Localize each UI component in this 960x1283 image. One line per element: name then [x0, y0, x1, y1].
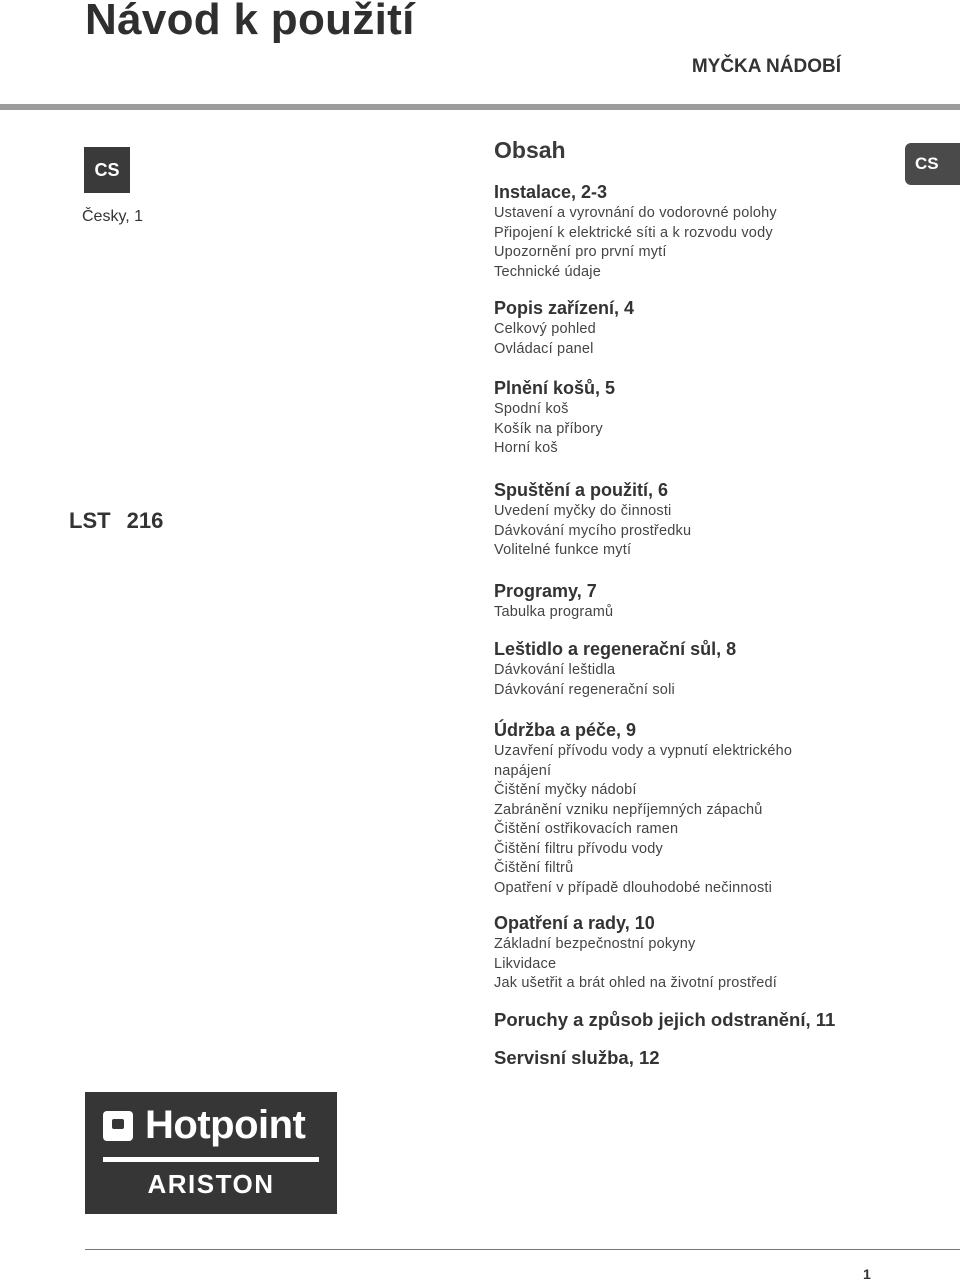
logo-divider — [103, 1157, 319, 1162]
toc-section-title[interactable]: Instalace, 2-3 — [494, 182, 608, 202]
toc-item[interactable]: Košík na příbory — [494, 420, 603, 437]
toc-section — [494, 912, 777, 994]
toc-section-title[interactable]: Programy, 7 — [494, 581, 597, 601]
brand-mark-icon — [103, 1111, 133, 1141]
toc-item[interactable]: Uvedení myčky do činnosti — [494, 503, 672, 519]
toc-item[interactable]: Dávkování leštidla — [494, 662, 616, 678]
brand-name-bottom: ARISTON — [147, 1169, 275, 1199]
model-number: LST 216 — [69, 508, 164, 533]
toc-section-title[interactable]: Opatření a rady, 10 — [494, 913, 655, 933]
toc-section-title[interactable]: Poruchy a způsob jejich odstranění, 11 — [494, 1009, 836, 1030]
toc-item[interactable]: Tabulka programů — [494, 604, 614, 620]
toc-section-title[interactable]: Spuštění a použití, 6 — [494, 480, 669, 500]
toc-item[interactable]: Likvidace — [494, 955, 557, 972]
toc-item[interactable]: Základní bezpečnostní pokyny — [494, 936, 696, 952]
toc-item[interactable]: Zabránění vzniku nepříjemných zápachů — [494, 801, 763, 818]
page-number: 1 — [863, 1266, 871, 1282]
toc-item[interactable]: Horní koš — [494, 440, 558, 456]
toc-item[interactable]: Technické údaje — [494, 263, 601, 280]
toc-section — [494, 377, 615, 459]
toc-section — [494, 638, 736, 700]
language-badge: CS — [84, 147, 130, 193]
toc-heading: Obsah — [494, 137, 566, 163]
toc-section-title[interactable]: Servisní služba, 12 — [494, 1047, 660, 1068]
toc-item[interactable]: Ustavení a vyrovnání do vodorovné polohy — [494, 205, 777, 221]
language-link[interactable]: Česky, 1 — [82, 208, 144, 225]
toc-item[interactable]: napájení — [494, 762, 552, 779]
toc-section — [494, 1009, 835, 1031]
toc-item[interactable]: Připojení k elektrické síti a k rozvodu vody — [494, 224, 773, 241]
toc-item[interactable]: Čištění filtru přívodu vody — [494, 840, 663, 857]
toc-item[interactable]: Ovládací panel — [494, 340, 594, 357]
toc-section-title[interactable]: Popis zařízení, 4 — [494, 298, 635, 318]
toc-item[interactable]: Dávkování regenerační soli — [494, 681, 675, 698]
brand-name-top: Hotpoint — [145, 1103, 306, 1147]
toc-section-title[interactable]: Leštidlo a regenerační sůl, 8 — [494, 639, 737, 659]
toc-section — [494, 719, 792, 898]
toc-item[interactable]: Celkový pohled — [494, 321, 596, 337]
toc-item[interactable]: Čištění myčky nádobí — [494, 782, 637, 798]
toc-section — [494, 1047, 660, 1069]
footer-divider — [85, 1249, 960, 1250]
toc-section — [494, 580, 613, 623]
document-subtitle: MYČKA NÁDOBÍ — [691, 56, 841, 77]
toc-section-title[interactable]: Údržba a péče, 9 — [494, 720, 637, 740]
toc-section — [494, 479, 691, 561]
toc-section — [494, 181, 777, 282]
toc-section — [494, 297, 634, 359]
toc-item[interactable]: Čištění ostřikovacích ramen — [494, 821, 679, 837]
brand-logo — [85, 1092, 337, 1214]
toc-item[interactable]: Spodní koš — [494, 401, 569, 417]
document-title: Návod k použití — [85, 0, 415, 44]
header-divider — [0, 104, 960, 110]
toc-section-title[interactable]: Plnění košů, 5 — [494, 378, 616, 398]
toc-item[interactable]: Uzavření přívodu vody a vypnutí elektrického — [494, 743, 793, 759]
toc-item[interactable]: Jak ušetřit a brát ohled na životní prostředí — [494, 975, 778, 991]
toc-item[interactable]: Dávkování mycího prostředku — [494, 522, 692, 539]
toc-item[interactable]: Opatření v případě dlouhodobé nečinnosti — [494, 879, 773, 896]
toc-item[interactable]: Volitelné funkce mytí — [494, 542, 632, 558]
toc-item[interactable]: Upozornění pro první mytí — [494, 244, 667, 260]
toc-item[interactable]: Čištění filtrů — [494, 860, 574, 876]
language-side-tab: CS — [905, 143, 960, 185]
